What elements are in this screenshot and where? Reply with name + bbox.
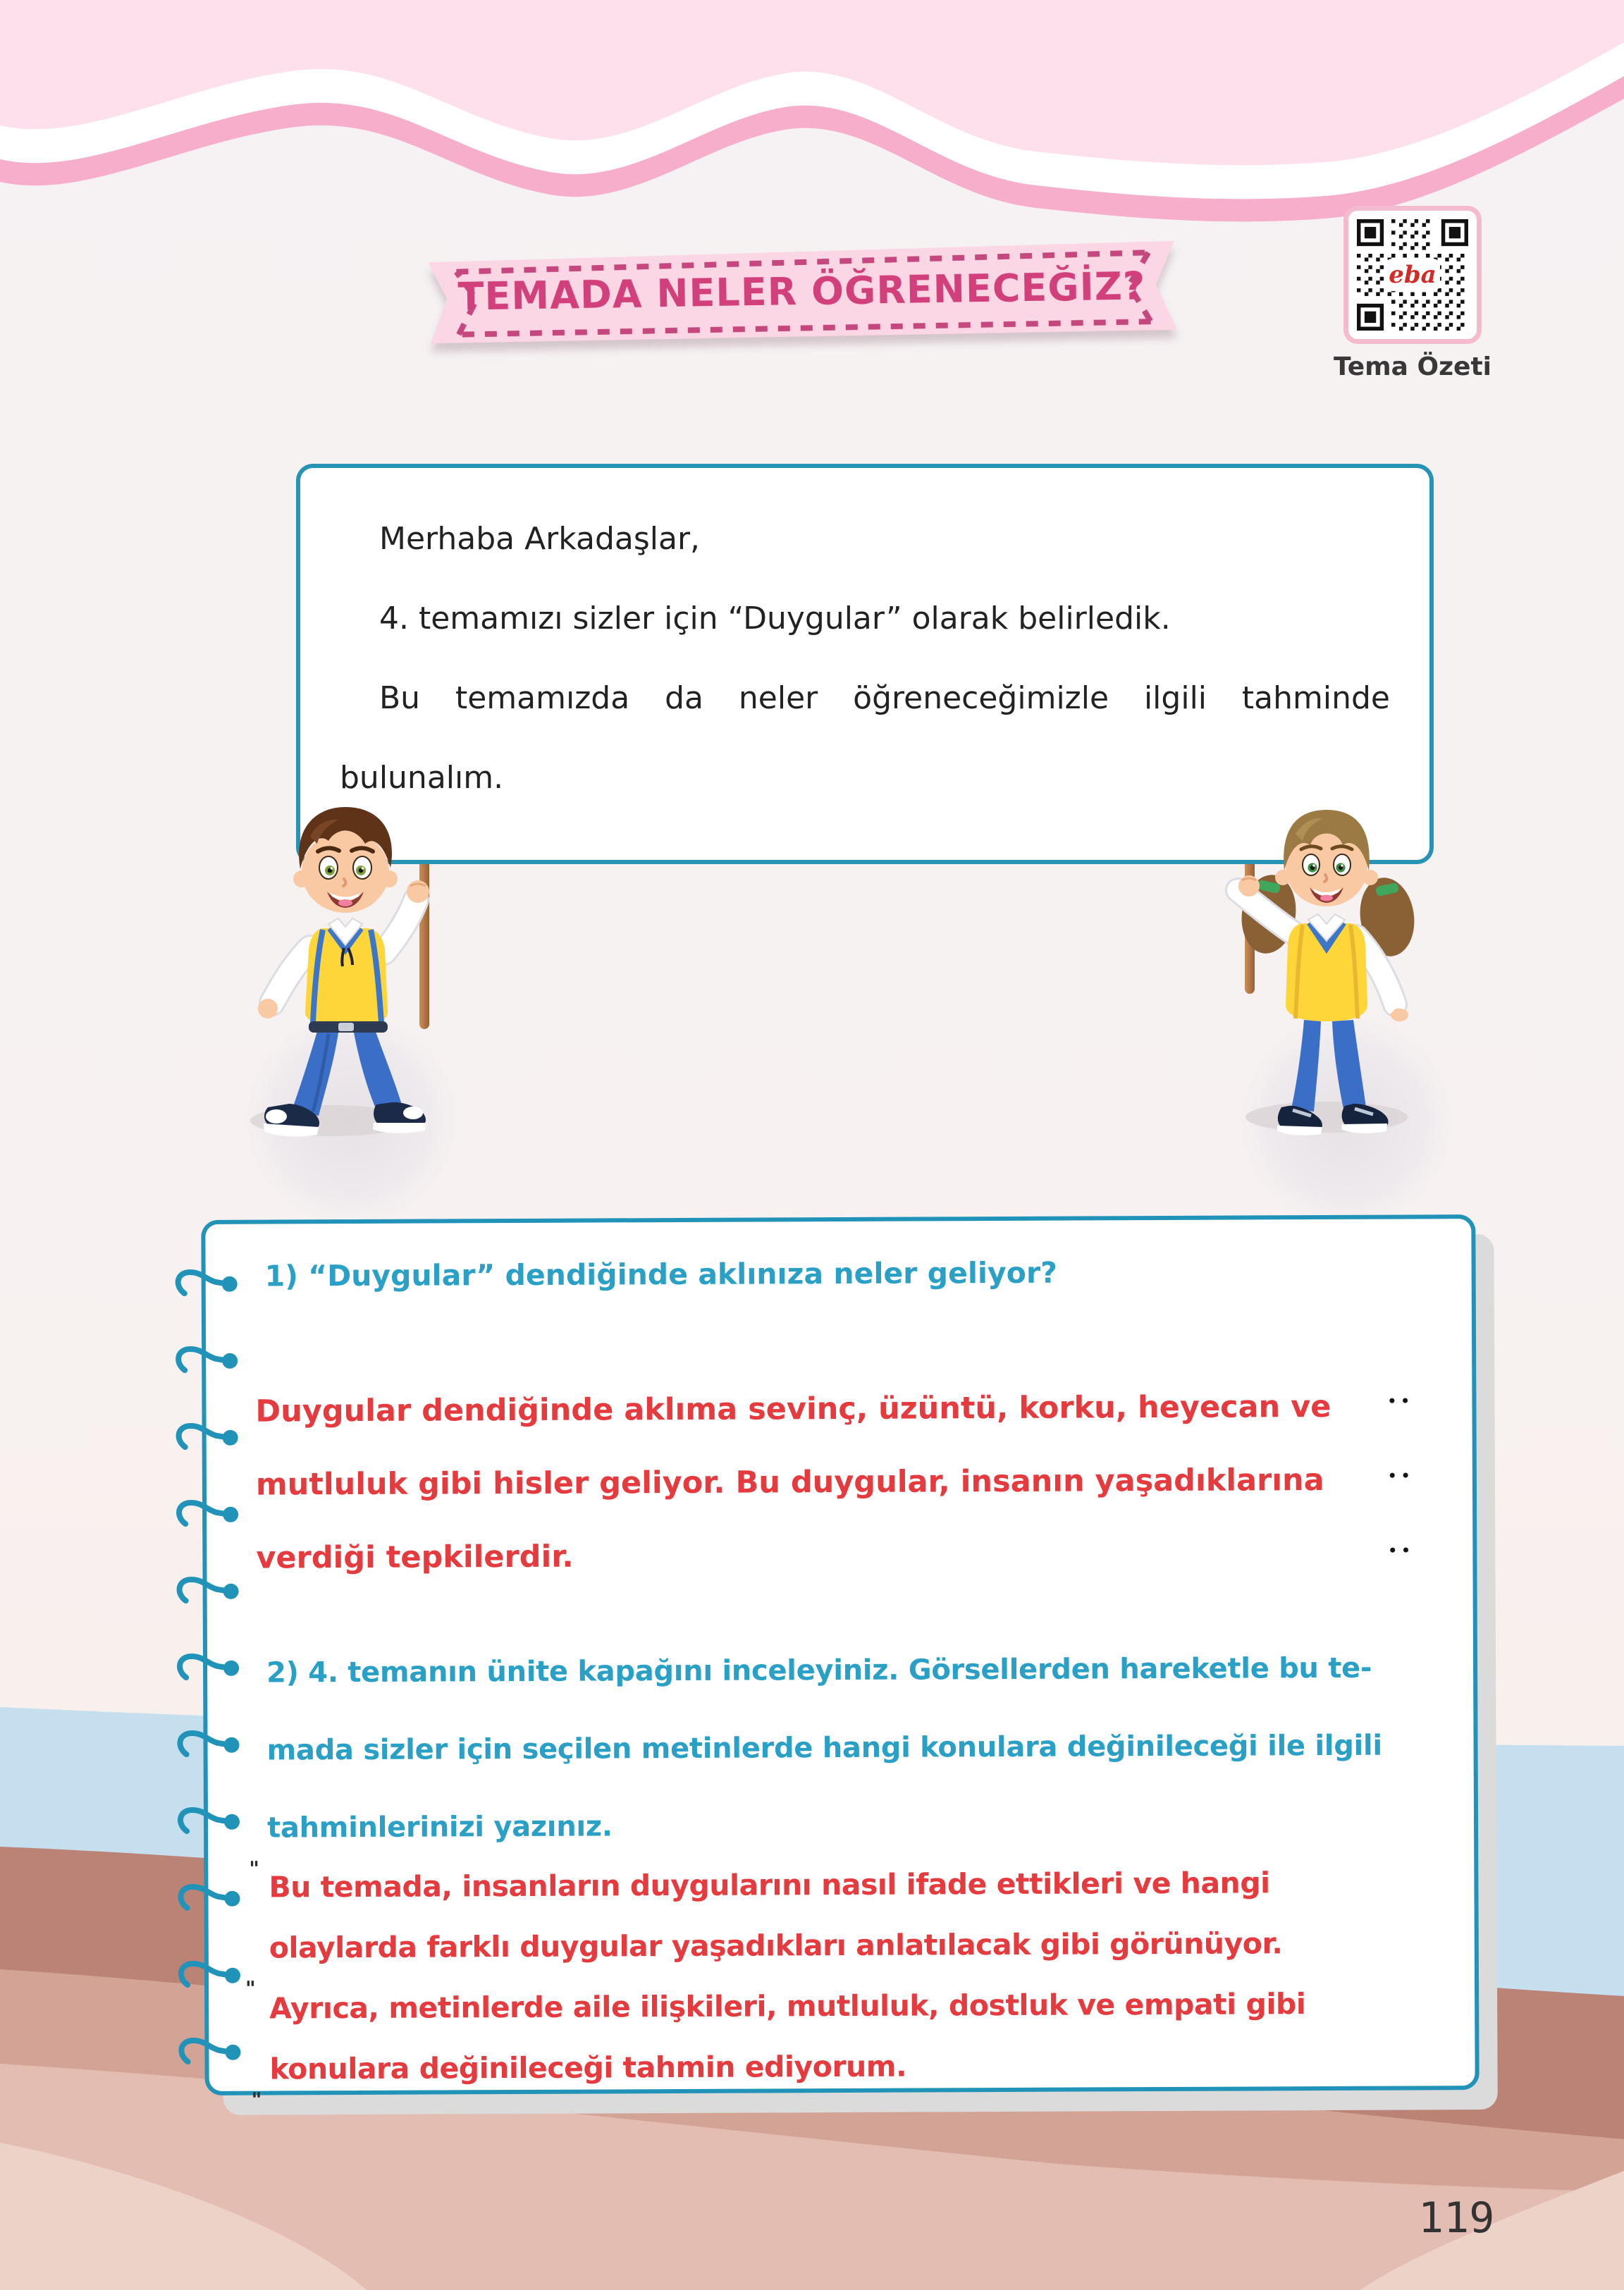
question-2: 2) 4. temanın ünite kapağını inceleyiniz. Görsellerden hareketle bu te- mada sizler için seçilen metinlerde hangi konulara değinileceği ile ilgili tahminlerinizi yazınız.: [266, 1651, 1382, 1845]
eba-logo: eba: [1385, 259, 1440, 291]
line-end-mark: ••: [1387, 1467, 1415, 1484]
question-1: 1) “Duygular” dendiğinde aklınıza neler geliyor?: [264, 1255, 1058, 1293]
theme-ribbon-title: TEMADA NELER ÖĞRENECEĞİZ?: [457, 264, 1146, 319]
quote-mark: ": [245, 1976, 256, 2000]
line-end-mark: ••: [1388, 1541, 1415, 1559]
answer-1: Duygular dendiğinde aklıma sevinç, üzüntü, korku, heyecan ve mutluluk gibi hisler geliyor. Bu duygular, insanın yaşadıklarına verdiği tepkilerdir.: [255, 1389, 1331, 1576]
page-number: 119: [1418, 2193, 1495, 2243]
quote-mark: ": [249, 1857, 259, 1880]
notebook-activity-box: [201, 1214, 1479, 2112]
qr-label: Tema Özeti: [1333, 352, 1492, 381]
girl-illustration: [1179, 779, 1475, 1174]
theme-ribbon-banner: [422, 238, 1181, 349]
boy-illustration: [226, 779, 508, 1174]
line-end-mark: ••: [1387, 1392, 1415, 1410]
header-wave-decoration: [0, 0, 1624, 233]
answer-2: Bu temada, insanların duygularını nasıl ifade ettikleri ve hangi olaylarda farklı duygular yaşadıkları anlatılacak gibi görünüyor. Ayrıca, metinlerde aile ilişkileri, mutluluk, dostluk ve empati gibi konulara değinileceği tahmin ediyorum.: [269, 1866, 1306, 2086]
speech-line-3: Bu temamızda da neler öğreneceğimizle ilgili tahminde bulunalım.: [340, 680, 1390, 796]
qr-card: [1343, 206, 1482, 344]
speech-line-2: 4. temamızı sizler için “Duygular” olarak belirledik.: [379, 601, 1171, 636]
spiral-binding-icon: [173, 1248, 268, 2102]
speech-line-1: Merhaba Arkadaşlar,: [379, 521, 701, 557]
quote-mark: ": [251, 2088, 262, 2112]
